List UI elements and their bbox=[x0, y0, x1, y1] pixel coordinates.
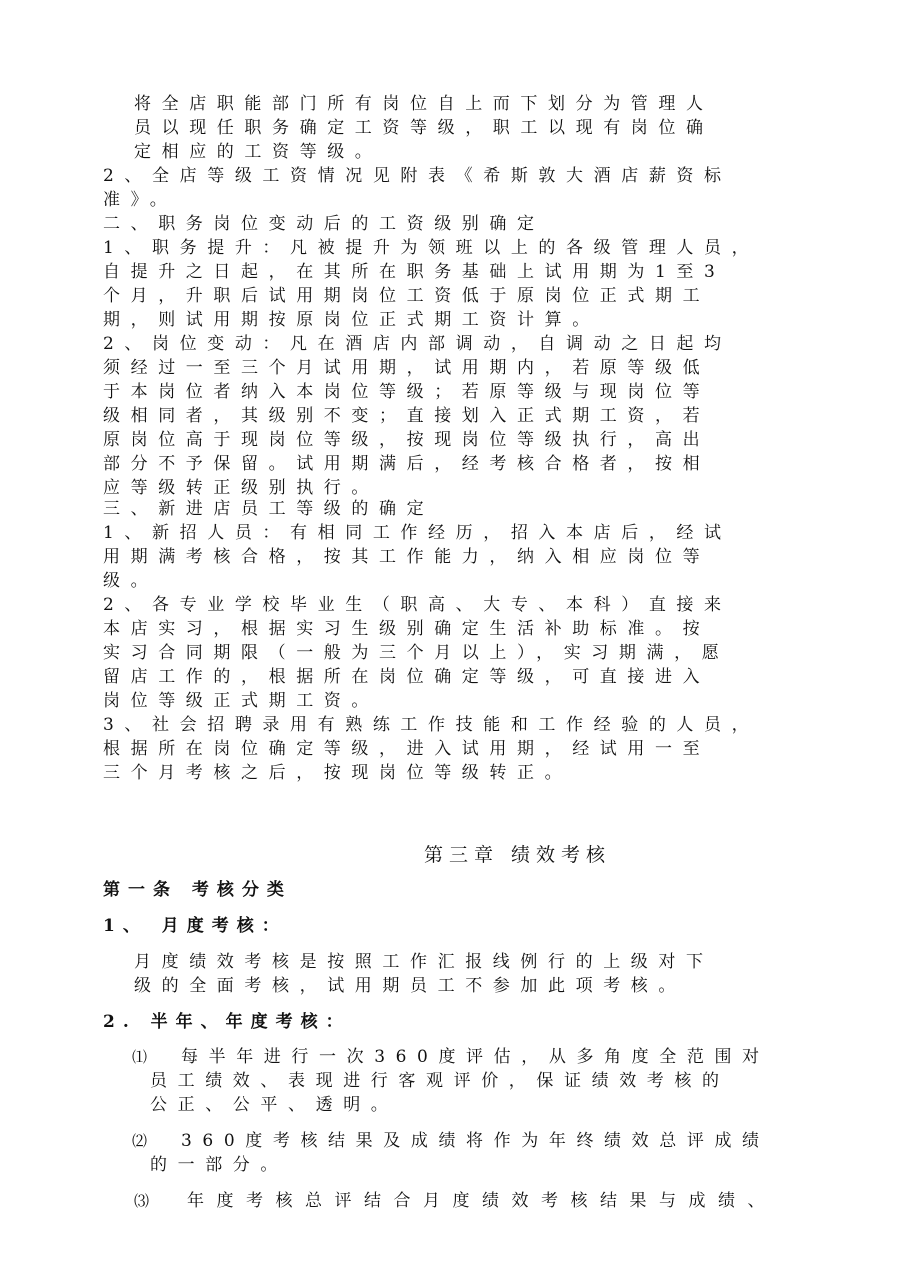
text-line: 期，则试用期按原岗位正式期工资计算。 bbox=[103, 310, 600, 330]
text-line: 应等级转正级别执行。 bbox=[103, 478, 379, 498]
text-line: 三个月考核之后，按现岗位等级转正。 bbox=[103, 763, 573, 783]
text-line: 须经过一至三个月试用期，试用期内，若原等级低 bbox=[103, 358, 711, 378]
text-line: 1、职务提升：凡被提升为领班以上的各级管理人员， bbox=[103, 238, 760, 258]
text-line: 实习合同期限（一般为三个月以上），实习期满，愿 bbox=[103, 643, 730, 663]
text-line: 定相应的工资等级。 bbox=[134, 142, 383, 162]
text-line: 级。 bbox=[103, 571, 159, 591]
list-marker: ⑶ bbox=[134, 1192, 150, 1210]
subsection-heading: 2. 半年、年度考核： bbox=[103, 1012, 351, 1032]
text-line: 3、社会招聘录用有熟练工作技能和工作经验的人员， bbox=[103, 715, 760, 735]
text-line: 的一部分。 bbox=[150, 1155, 288, 1175]
section-heading: 二、职务岗位变动后的工资级别确定 bbox=[103, 214, 545, 234]
list-marker: ⑴ bbox=[132, 1048, 148, 1066]
text-line: 留店工作的，根据所在岗位确定等级，可直接进入 bbox=[103, 667, 711, 687]
article-heading: 第一条 考核分类 bbox=[103, 880, 292, 900]
text-line: 员以现任职务确定工资等级，职工以现有岗位确 bbox=[134, 118, 714, 138]
text-line: 月度绩效考核是按照工作汇报线例行的上级对下 bbox=[134, 952, 714, 972]
text-line: 员工绩效、表现进行客观评价，保证绩效考核的 bbox=[150, 1071, 730, 1091]
text-line: 岗位等级正式期工资。 bbox=[103, 691, 379, 711]
text-line: 个月，升职后试用期岗位工资低于原岗位正式期工 bbox=[103, 286, 711, 306]
text-line: 原岗位高于现岗位等级，按现岗位等级执行，高出 bbox=[103, 430, 711, 450]
text-line: 于本岗位者纳入本岗位等级；若原等级与现岗位等 bbox=[103, 382, 711, 402]
text-line: 本店实习，根据实习生级别确定生活补助标准。按 bbox=[103, 619, 711, 639]
text-line: 360度考核结果及成绩将作为年终绩效总评成绩 bbox=[181, 1131, 770, 1151]
text-line: 级的全面考核，试用期员工不参加此项考核。 bbox=[134, 976, 686, 996]
text-line: 部分不予保留。试用期满后，经考核合格者，按相 bbox=[103, 454, 711, 474]
list-marker: ⑵ bbox=[132, 1132, 148, 1150]
text-line: 2、全店等级工资情况见附表《希斯敦大酒店薪资标 bbox=[103, 166, 732, 186]
text-line: 将全店职能部门所有岗位自上而下划分为管理人 bbox=[134, 94, 714, 114]
text-line: 每半年进行一次360度评估，从多角度全范围对 bbox=[181, 1047, 770, 1067]
text-line: 准》。 bbox=[103, 190, 178, 210]
subsection-heading: 1、 月度考核： bbox=[103, 916, 287, 936]
text-line: 根据所在岗位确定等级，进入试用期，经试用一至 bbox=[103, 739, 711, 759]
text-line: 自提升之日起，在其所在职务基础上试用期为1至3 bbox=[103, 262, 726, 282]
text-line: 年度考核总评结合月度绩效考核结果与成绩、 bbox=[187, 1191, 777, 1211]
text-line: 2、岗位变动：凡在酒店内部调动，自调动之日起均 bbox=[103, 334, 732, 354]
text-line: 1、新招人员：有相同工作经历，招入本店后，经试 bbox=[103, 523, 732, 543]
text-line: 级相同者，其级别不变；直接划入正式期工资，若 bbox=[103, 406, 711, 426]
text-line: 2、各专业学校毕业生（职高、大专、本科）直接来 bbox=[103, 595, 732, 615]
text-line: 用期满考核合格，按其工作能力，纳入相应岗位等 bbox=[103, 547, 711, 567]
chapter-title: 第三章 绩效考核 bbox=[424, 844, 612, 866]
section-heading: 三、新进店员工等级的确定 bbox=[103, 499, 435, 519]
text-line: 公正、公平、透明。 bbox=[150, 1095, 399, 1115]
